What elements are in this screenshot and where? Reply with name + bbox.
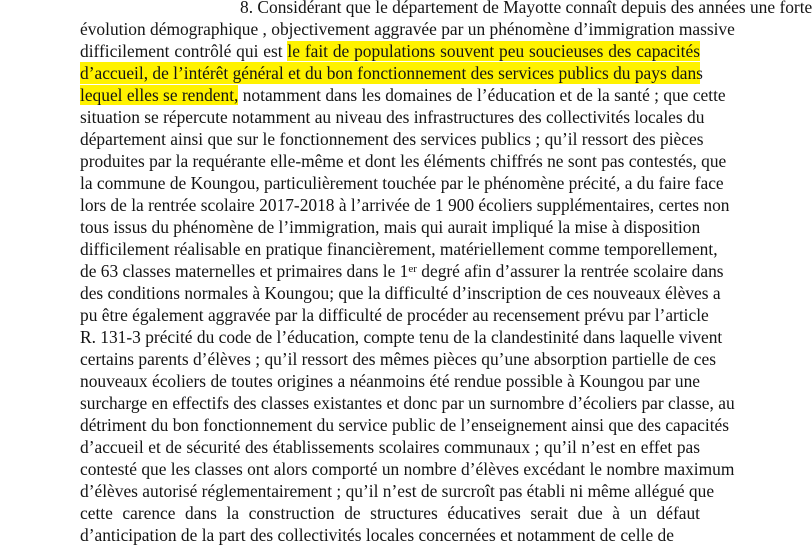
paragraph-line: contesté que les classes ont alors comporté un nombre d’élèves excédant le nombre maximum [80,459,735,479]
paragraph-line: pu être également aggravée par la difficulté de procéder au recensement prévu par l’article [80,305,709,325]
paragraph-line: lors de la rentrée scolaire 2017-2018 à l’arrivée de 1 900 écoliers supplémentaires, certes non [80,195,730,215]
paragraph-line: certains parents d’élèves ; qu’il ressort des mêmes pièces qu’une absorption partielle de ces [80,349,716,369]
superscript: er [408,263,417,275]
paragraph-line: évolution démographique , objectivement aggravée par un phénomène d’immigration massive [80,19,735,39]
paragraph-line: surcharge en effectifs des classes existantes et donc par un surnombre d’écoliers par classe, au [80,393,735,413]
paragraph-line: situation se répercute notamment au niveau des infrastructures des collectivités locales du [80,107,705,127]
paragraph-line: difficilement réalisable en pratique financièrement, matériellement comme temporellement, [80,239,718,259]
highlighted-text: le fait de populations souvent peu soucieuses des capacités [287,41,700,61]
paragraph-line: département ainsi que sur le fonctionnement des services publics ; qu’il ressort des pièces [80,129,704,149]
paragraph-line: cette carence dans la construction de structures éducatives serait due à un défaut [80,503,700,523]
highlighted-text: d’accueil, de l’intérêt général et du bon fonctionnement des services publics du pays dans [80,63,703,83]
highlighted-text: lequel elles se rendent, [80,85,239,105]
paragraph-line: d’élèves autorisé réglementairement ; qu’il n’est de surcroît pas établi ni même allégué que [80,481,715,501]
paragraph-line: produites par la requérante elle-même et dont les éléments chiffrés ne sont pas contestés, que [80,151,727,171]
paragraph-line: la commune de Koungou, particulièrement touchée par le phénomène précité, a du faire face [80,173,724,193]
paragraph-line: difficilement contrôlé qui est le fait de populations souvent peu soucieuses des capacités [80,41,700,61]
paragraph-line: des conditions normales à Koungou; que la difficulté d’inscription de ces nouveaux élèves a [80,283,721,303]
paragraph-line: d’accueil et de sécurité des établissements scolaires communaux ; qu’il n’est en effet pas [80,437,700,457]
paragraph-line: nouveaux écoliers de toutes origines a néanmoins été rendue possible à Koungou par une [80,371,700,391]
paragraph-line: tous issus du phénomène de l’immigration, mais qui aurait impliqué la mise à disposition [80,217,701,237]
paragraph-line: lequel elles se rendent, notamment dans les domaines de l’éducation et de la santé ; que cette [80,85,726,105]
paragraph-number: 8. [240,0,254,17]
paragraph-line: détriment du bon fonctionnement du service public de l’enseignement ainsi que des capacités [80,415,730,435]
paragraph-line: d’anticipation de la part des collectivités locales concernées et notamment de celle de [80,525,674,545]
paragraph-line: 8. Considérant que le département de Mayotte connaît depuis des années une forte [240,0,700,18]
paragraph-line: R. 131-3 précité du code de l’éducation, compte tenu de la clandestinité dans laquelle vivent [80,327,723,347]
paragraph-line: de 63 classes maternelles et primaires dans le 1er degré afin d’assurer la rentrée scolaire dans [80,261,724,281]
